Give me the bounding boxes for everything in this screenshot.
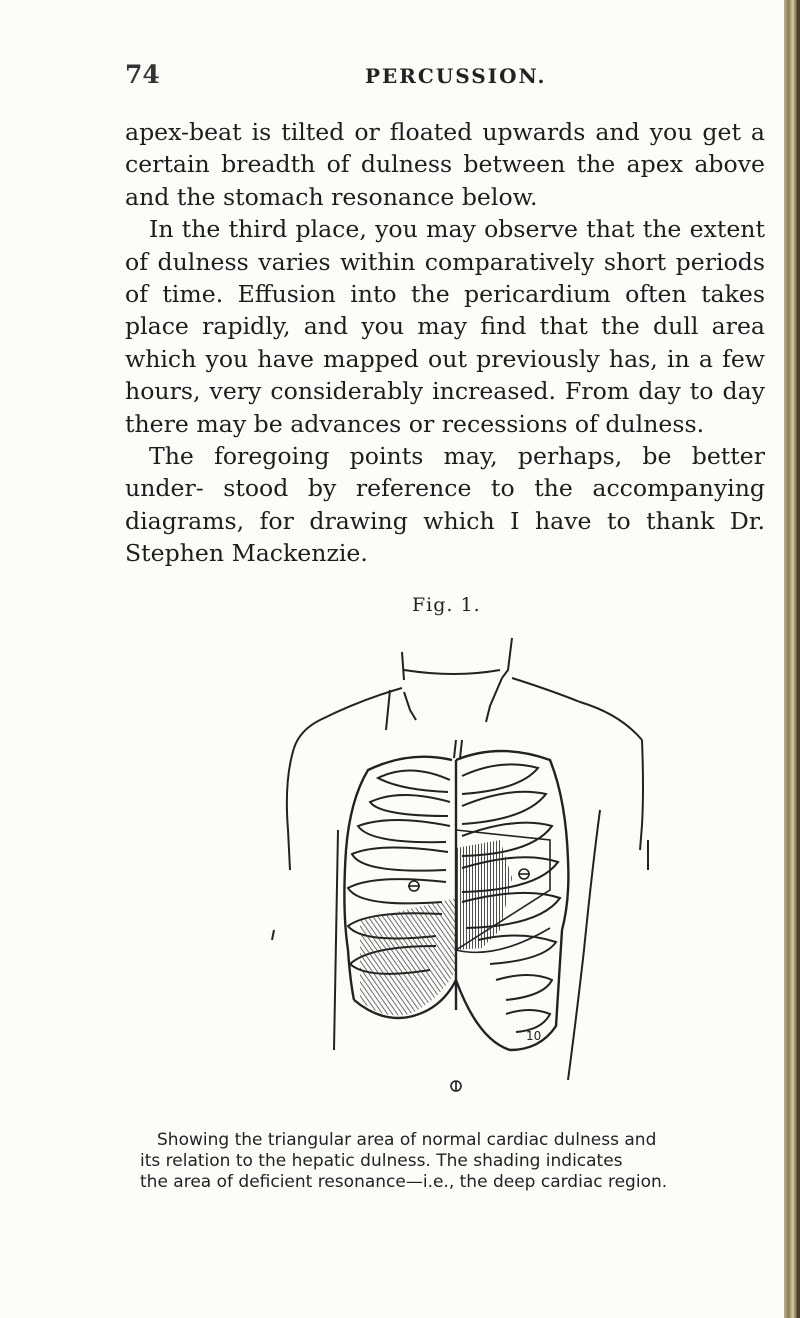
header-title: PERCUSSION. bbox=[365, 64, 547, 88]
caption-line-1: Showing the triangular area of normal cardiac dulness and bbox=[157, 1130, 657, 1150]
caption-line-3: the area of deficient resonance—i.e., the deep cardiac region. bbox=[140, 1172, 668, 1192]
xiphoid-marker bbox=[451, 1081, 461, 1091]
paragraph-continued: apex-beat is tilted or floated upwards and you get a certain breadth of dulness between the apex above and the stomach resonance below. bbox=[125, 118, 765, 211]
figure-chest-diagram bbox=[250, 630, 710, 1130]
neck-outline bbox=[386, 638, 512, 758]
figure-caption bbox=[140, 1130, 780, 1193]
body-text bbox=[125, 116, 765, 570]
page-number: 74 bbox=[125, 60, 160, 89]
rib-number-label: 10 bbox=[526, 1029, 542, 1043]
caption-line-2: its relation to the hepatic dulness. The shading indicates bbox=[140, 1151, 623, 1171]
deep-cardiac-shading bbox=[456, 840, 512, 950]
figure-label: Fig. 1. bbox=[412, 594, 481, 616]
paragraph-third-place: In the third place, you may observe that the extent of dulness varies within comparatively short periods of time. Effusion into the pericardium often takes place rapidly, and you may find that the dull area which you have mapped out previously has, in a few hours, very considerably increased. From day to day there may be advances or recessions of dulness. bbox=[125, 215, 765, 438]
paragraph-foregoing-points: The foregoing points may, perhaps, be better under- stood by reference to the accompanying diagrams, for drawing which I have to thank Dr. Stephen Mackenzie. bbox=[125, 442, 765, 568]
running-head bbox=[125, 60, 775, 96]
chest-diagram bbox=[250, 630, 710, 1130]
